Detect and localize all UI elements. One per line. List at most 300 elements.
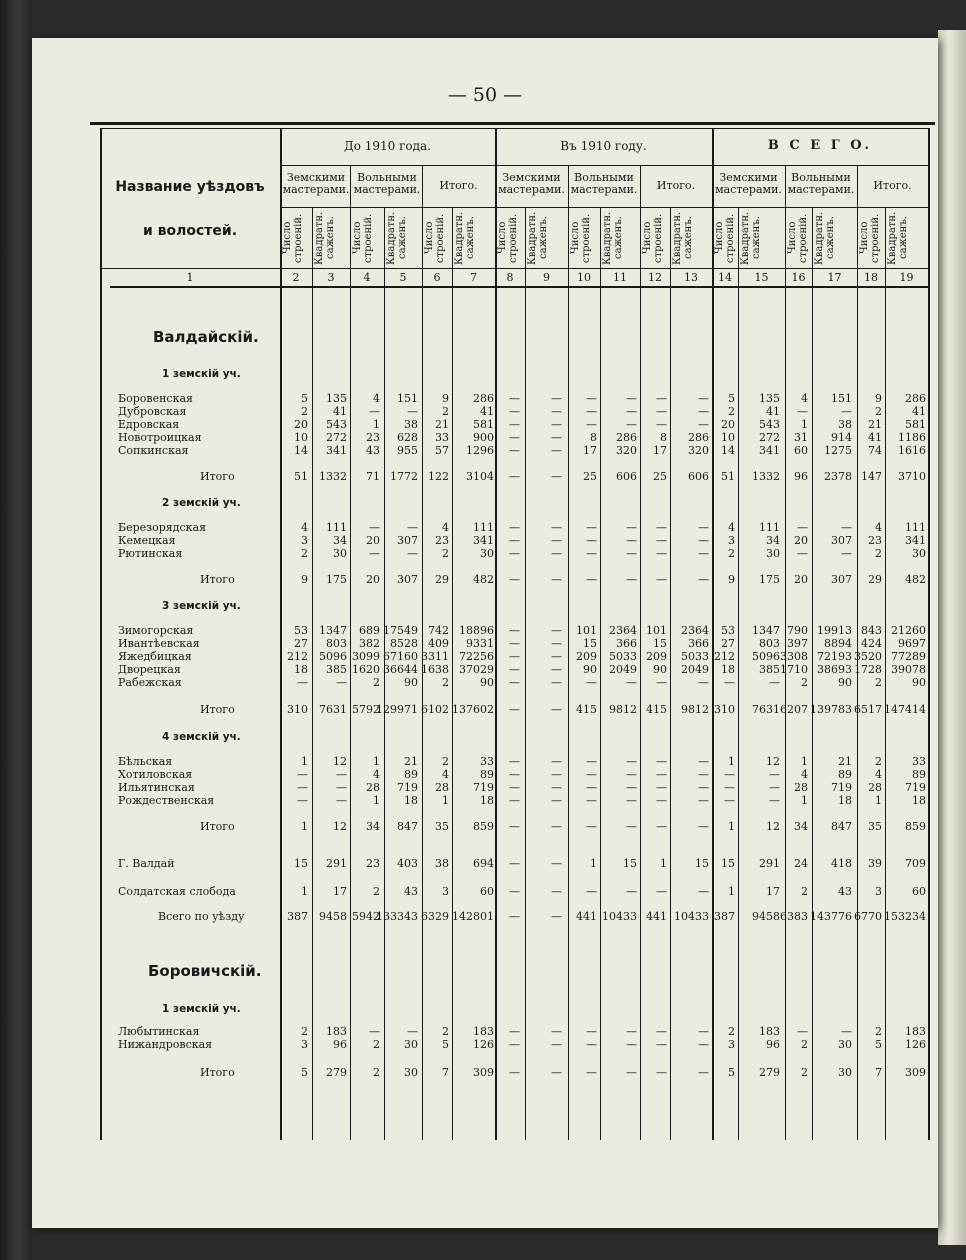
- cell-value: 2: [442, 1025, 449, 1038]
- cell-value: 1: [373, 755, 380, 768]
- cell-value: —: [586, 1025, 597, 1038]
- cell-value: —: [509, 820, 520, 833]
- cell-value: 12: [333, 820, 347, 833]
- cell-value: 3308: [780, 650, 808, 663]
- cell-value: —: [551, 820, 562, 833]
- cell-value: —: [724, 781, 735, 794]
- cell-value: 10: [294, 431, 308, 444]
- cell-value: 9812: [609, 703, 637, 716]
- cell-value: —: [551, 392, 562, 405]
- area-label: Квадратн. саженъ.: [887, 211, 909, 265]
- cell-value: —: [586, 534, 597, 547]
- cell-value: —: [841, 547, 852, 560]
- sub-header-line: мастерами.: [353, 183, 421, 196]
- cell-value: 15: [653, 637, 667, 650]
- cell-value: —: [769, 768, 780, 781]
- cell-value: 175: [759, 573, 780, 586]
- cell-value: 77289: [891, 650, 926, 663]
- cell-value: —: [336, 768, 347, 781]
- cell-value: 366: [688, 637, 709, 650]
- cell-value: 72193: [817, 650, 852, 663]
- cell-value: 15: [721, 857, 735, 870]
- cell-value: 1186: [898, 431, 926, 444]
- area-label: Квадратн. саженъ.: [814, 211, 836, 265]
- cell-value: —: [407, 547, 418, 560]
- cell-value: 183: [759, 1025, 780, 1038]
- cell-value: 4: [728, 521, 735, 534]
- cell-value: 12: [766, 820, 780, 833]
- count-label: Число строеній.: [787, 213, 809, 263]
- cell-value: 5792: [352, 703, 380, 716]
- cell-value: —: [509, 768, 520, 781]
- cell-value: —: [626, 676, 637, 689]
- cell-value: 415: [646, 703, 667, 716]
- cell-value: 415: [576, 703, 597, 716]
- cell-value: —: [551, 405, 562, 418]
- cell-value: —: [626, 521, 637, 534]
- cell-value: 24: [794, 857, 808, 870]
- cell-value: 60: [912, 885, 926, 898]
- cell-value: 23: [366, 431, 380, 444]
- total-label: Итого: [200, 1066, 235, 1079]
- cell-value: —: [551, 650, 562, 663]
- cell-value: —: [551, 534, 562, 547]
- row-name: Дубровская: [118, 405, 187, 418]
- cell-value: 101: [646, 624, 667, 637]
- cell-value: 4: [373, 392, 380, 405]
- cell-value: 126: [473, 1038, 494, 1051]
- cell-value: 20: [721, 418, 735, 431]
- cell-value: 18896: [459, 624, 494, 637]
- cell-value: 33: [480, 755, 494, 768]
- cell-value: 5: [728, 392, 735, 405]
- cell-value: 2049: [609, 663, 637, 676]
- cell-value: 129971: [376, 703, 418, 716]
- cell-value: —: [626, 1025, 637, 1038]
- cell-value: 12: [333, 755, 347, 768]
- cell-value: 9458: [319, 910, 347, 923]
- cell-value: 6207: [780, 703, 808, 716]
- cell-value: —: [626, 755, 637, 768]
- total-label: Итого: [200, 470, 235, 483]
- cell-value: —: [509, 1066, 520, 1079]
- sub-header-zemskie: [495, 172, 568, 196]
- cell-value: —: [586, 820, 597, 833]
- cell-value: —: [586, 794, 597, 807]
- row-name: Г. Валдай: [118, 857, 175, 870]
- cell-value: 1347: [319, 624, 347, 637]
- sub-header-volnye: [352, 172, 422, 196]
- group-rule-2: [495, 165, 712, 166]
- cell-value: 3: [301, 1038, 308, 1051]
- cell-value: 628: [397, 431, 418, 444]
- cell-value: 122: [428, 470, 449, 483]
- sub-header-itogo: Итого.: [656, 179, 696, 192]
- row-name: Едровская: [118, 418, 180, 431]
- column-number: 17: [827, 271, 842, 284]
- row-name: Дворецкая: [118, 663, 181, 676]
- cell-value: 101: [576, 624, 597, 637]
- sub-header-line: Земскими: [286, 171, 346, 184]
- cell-value: 30: [838, 1066, 852, 1079]
- cell-value: 2: [301, 547, 308, 560]
- cell-value: 1: [875, 794, 882, 807]
- cell-value: —: [509, 794, 520, 807]
- cell-value: 955: [397, 444, 418, 457]
- cell-value: —: [626, 534, 637, 547]
- cell-value: —: [509, 703, 520, 716]
- cell-value: 71: [366, 470, 380, 483]
- area-label: Квадратн. саженъ.: [672, 211, 694, 265]
- cell-value: 21: [404, 755, 418, 768]
- cell-value: —: [509, 676, 520, 689]
- cell-value: 17: [653, 444, 667, 457]
- subgroup-rule-0: [280, 207, 352, 208]
- cell-value: —: [509, 547, 520, 560]
- cell-value: 1710: [780, 663, 808, 676]
- cell-value: 2: [442, 547, 449, 560]
- cell-value: 30: [912, 547, 926, 560]
- cell-value: 96: [794, 470, 808, 483]
- group-header-in-1910: Въ 1910 году.: [560, 139, 647, 153]
- cell-value: 38693: [817, 663, 852, 676]
- cell-value: 2: [373, 676, 380, 689]
- cell-value: 1: [301, 885, 308, 898]
- cell-value: —: [698, 521, 709, 534]
- cell-value: 1347: [752, 624, 780, 637]
- cell-value: 9: [875, 392, 882, 405]
- cell-value: 96: [333, 1038, 347, 1051]
- cell-value: 67160: [383, 650, 418, 663]
- cell-value: 28: [794, 781, 808, 794]
- cell-value: 291: [326, 857, 347, 870]
- cell-value: 3311: [421, 650, 449, 663]
- cell-value: 1: [590, 857, 597, 870]
- cell-value: 72256: [459, 650, 494, 663]
- row-name: Нижандровская: [118, 1038, 213, 1051]
- cell-value: 272: [326, 431, 347, 444]
- cell-value: 20: [366, 573, 380, 586]
- cell-value: —: [656, 676, 667, 689]
- cell-value: 18: [480, 794, 494, 807]
- cell-value: —: [551, 885, 562, 898]
- cell-value: —: [509, 573, 520, 586]
- total-label: Всего по уѣзду: [158, 910, 245, 923]
- cell-value: 30: [333, 547, 347, 560]
- cell-value: —: [551, 910, 562, 923]
- cell-value: 5: [728, 1066, 735, 1079]
- cell-value: —: [656, 768, 667, 781]
- table-top-rule-2: [100, 128, 928, 129]
- cell-value: 1: [301, 755, 308, 768]
- cell-value: —: [626, 547, 637, 560]
- row-name: Бѣльская: [118, 755, 173, 768]
- cell-value: —: [551, 794, 562, 807]
- cell-value: —: [797, 405, 808, 418]
- cell-value: —: [656, 755, 667, 768]
- cell-value: 387: [287, 910, 308, 923]
- cell-value: —: [586, 781, 597, 794]
- cell-value: —: [586, 1038, 597, 1051]
- cell-value: —: [724, 768, 735, 781]
- cell-value: —: [797, 1025, 808, 1038]
- book-binding: [0, 0, 32, 1260]
- cell-value: 900: [473, 431, 494, 444]
- cell-value: —: [509, 857, 520, 870]
- cell-value: 482: [905, 573, 926, 586]
- cell-value: —: [841, 1025, 852, 1038]
- cell-value: —: [656, 521, 667, 534]
- cell-value: 4: [442, 768, 449, 781]
- cell-value: 17: [583, 444, 597, 457]
- cell-value: 38: [404, 418, 418, 431]
- cell-value: 34: [366, 820, 380, 833]
- cell-value: 1: [801, 418, 808, 431]
- cell-value: 89: [404, 768, 418, 781]
- cell-value: 30: [480, 547, 494, 560]
- group-header-total: В С Е Г О.: [767, 138, 873, 153]
- cell-value: 387: [714, 910, 735, 923]
- cell-value: —: [509, 444, 520, 457]
- cell-value: —: [626, 392, 637, 405]
- count-label: Число строеній.: [352, 213, 374, 263]
- cell-value: 33: [912, 755, 926, 768]
- row-name: Березорядская: [118, 521, 207, 534]
- cell-value: 4: [373, 768, 380, 781]
- cell-value: 8: [660, 431, 667, 444]
- cell-value: —: [509, 1025, 520, 1038]
- cell-value: 15: [695, 857, 709, 870]
- cell-value: 2: [728, 547, 735, 560]
- cell-value: —: [369, 521, 380, 534]
- cell-value: 1: [801, 794, 808, 807]
- district-title: Валдайскій.: [153, 328, 259, 346]
- cell-value: —: [551, 470, 562, 483]
- cell-value: —: [586, 418, 597, 431]
- cell-value: —: [724, 676, 735, 689]
- cell-value: 286: [473, 392, 494, 405]
- cell-value: 7: [875, 1066, 882, 1079]
- cell-value: —: [551, 703, 562, 716]
- cell-value: 6329: [421, 910, 449, 923]
- column-number: 10: [577, 271, 591, 284]
- cell-value: —: [656, 418, 667, 431]
- column-number: 11: [613, 271, 627, 284]
- cell-value: 307: [397, 534, 418, 547]
- cell-value: 382: [359, 637, 380, 650]
- cell-value: 41: [766, 405, 780, 418]
- cell-value: 41: [912, 405, 926, 418]
- cell-value: 133343: [376, 910, 418, 923]
- cell-value: 183: [473, 1025, 494, 1038]
- row-name: Боровенская: [118, 392, 193, 405]
- cell-value: 10433: [674, 910, 709, 923]
- row-name: Яжедбицкая: [118, 650, 192, 663]
- cell-value: 5096: [752, 650, 780, 663]
- cell-value: —: [698, 534, 709, 547]
- cell-value: 15: [623, 857, 637, 870]
- cell-value: 307: [831, 573, 852, 586]
- cell-value: 1620: [352, 663, 380, 676]
- cell-value: —: [656, 405, 667, 418]
- cell-value: 41: [333, 405, 347, 418]
- cell-value: 3: [442, 885, 449, 898]
- cell-value: 847: [397, 820, 418, 833]
- cell-value: —: [698, 885, 709, 898]
- cell-value: 5096: [319, 650, 347, 663]
- area-label: Квадратн. саженъ.: [386, 211, 408, 265]
- cell-value: 137602: [452, 703, 494, 716]
- cell-value: 441: [646, 910, 667, 923]
- column-number: 2: [292, 271, 300, 284]
- sub-header-line: мастерами.: [787, 183, 855, 196]
- cell-value: 30: [838, 1038, 852, 1051]
- cell-value: 1: [373, 418, 380, 431]
- cell-value: 2: [442, 676, 449, 689]
- group-rule-1: [280, 165, 495, 166]
- cell-value: 38: [838, 418, 852, 431]
- cell-value: 151: [831, 392, 852, 405]
- sub-header-volnye: [785, 172, 857, 196]
- cell-value: 21260: [891, 624, 926, 637]
- cell-value: 1772: [390, 470, 418, 483]
- cell-value: 719: [473, 781, 494, 794]
- cell-value: 2: [373, 1038, 380, 1051]
- subgroup-rule-1: [352, 207, 422, 208]
- cell-value: 35: [435, 820, 449, 833]
- cell-value: —: [698, 676, 709, 689]
- cell-value: —: [586, 885, 597, 898]
- cell-value: 2: [301, 405, 308, 418]
- cell-value: —: [369, 405, 380, 418]
- cell-value: 2: [301, 1025, 308, 1038]
- count-label: Число строеній.: [642, 213, 664, 263]
- cell-value: —: [551, 781, 562, 794]
- cell-value: 2: [801, 1038, 808, 1051]
- cell-value: 90: [480, 676, 494, 689]
- cell-value: 20: [366, 534, 380, 547]
- cell-value: 17: [766, 885, 780, 898]
- cell-value: 309: [473, 1066, 494, 1079]
- cell-value: 135: [326, 392, 347, 405]
- cell-value: —: [551, 573, 562, 586]
- cell-value: 135: [759, 392, 780, 405]
- column-number: 7: [470, 271, 477, 284]
- cell-value: 38: [435, 857, 449, 870]
- cell-value: —: [626, 1066, 637, 1079]
- document-page: [32, 38, 938, 1228]
- cell-value: —: [698, 820, 709, 833]
- cell-value: 1: [801, 755, 808, 768]
- cell-value: 212: [714, 650, 735, 663]
- cell-value: 39: [868, 857, 882, 870]
- cell-value: 1616: [898, 444, 926, 457]
- cell-value: —: [698, 755, 709, 768]
- cell-value: 3: [728, 1038, 735, 1051]
- cell-value: 7631: [319, 703, 347, 716]
- count-label: Число строеній.: [859, 213, 881, 263]
- cell-value: 212: [287, 650, 308, 663]
- cell-value: 341: [326, 444, 347, 457]
- cell-value: —: [698, 768, 709, 781]
- cell-value: —: [656, 885, 667, 898]
- cell-value: 2378: [824, 470, 852, 483]
- group-rule-3: [712, 165, 928, 166]
- cell-value: —: [551, 624, 562, 637]
- cell-value: 581: [473, 418, 494, 431]
- group-header-before-1910: До 1910 года.: [343, 139, 432, 153]
- cell-value: 41: [868, 431, 882, 444]
- cell-value: 10433: [602, 910, 637, 923]
- cell-value: —: [509, 521, 520, 534]
- total-label: Итого: [200, 703, 235, 716]
- cell-value: 90: [653, 663, 667, 676]
- cell-value: 209: [576, 650, 597, 663]
- cell-value: 2364: [681, 624, 709, 637]
- cell-value: 14: [294, 444, 308, 457]
- cell-value: 3099: [352, 650, 380, 663]
- cell-value: 859: [473, 820, 494, 833]
- cell-value: 397: [787, 637, 808, 650]
- cell-value: —: [626, 794, 637, 807]
- cell-value: —: [656, 820, 667, 833]
- cell-value: —: [724, 794, 735, 807]
- cell-value: 21: [838, 755, 852, 768]
- cell-value: —: [369, 1025, 380, 1038]
- area-label: Квадратн. саженъ.: [602, 211, 624, 265]
- column-number: 5: [399, 271, 407, 284]
- cell-value: —: [626, 820, 637, 833]
- cell-value: —: [297, 768, 308, 781]
- cell-value: 1728: [854, 663, 882, 676]
- cell-value: —: [551, 1025, 562, 1038]
- subgroup-rule-4: [568, 207, 640, 208]
- cell-value: 28: [435, 781, 449, 794]
- cell-value: 4: [875, 521, 882, 534]
- cell-value: 142801: [452, 910, 494, 923]
- cell-value: 23: [868, 534, 882, 547]
- cell-value: 15: [583, 637, 597, 650]
- cell-value: 2: [373, 1066, 380, 1079]
- cell-value: —: [586, 573, 597, 586]
- cell-value: 309: [905, 1066, 926, 1079]
- column-number: 4: [363, 271, 371, 284]
- subgroup-rule-5: [640, 207, 712, 208]
- cell-value: —: [698, 573, 709, 586]
- column-name-line: и волостей.: [142, 223, 238, 239]
- cell-value: 30: [404, 1038, 418, 1051]
- cell-value: 27: [294, 637, 308, 650]
- column-number: 8: [506, 271, 514, 284]
- cell-value: —: [509, 637, 520, 650]
- cell-value: 28: [366, 781, 380, 794]
- cell-value: 689: [359, 624, 380, 637]
- cell-value: —: [841, 521, 852, 534]
- cell-value: 34: [333, 534, 347, 547]
- cell-value: 18: [294, 663, 308, 676]
- cell-value: —: [656, 392, 667, 405]
- cell-value: 111: [473, 521, 494, 534]
- cell-value: —: [509, 431, 520, 444]
- cell-value: 279: [759, 1066, 780, 1079]
- cell-value: —: [698, 392, 709, 405]
- column-number: 9: [543, 271, 550, 284]
- sub-header-line: мастерами.: [498, 183, 565, 196]
- cell-value: —: [509, 755, 520, 768]
- cell-value: 3104: [466, 470, 494, 483]
- cell-value: —: [656, 794, 667, 807]
- cell-value: 209: [646, 650, 667, 663]
